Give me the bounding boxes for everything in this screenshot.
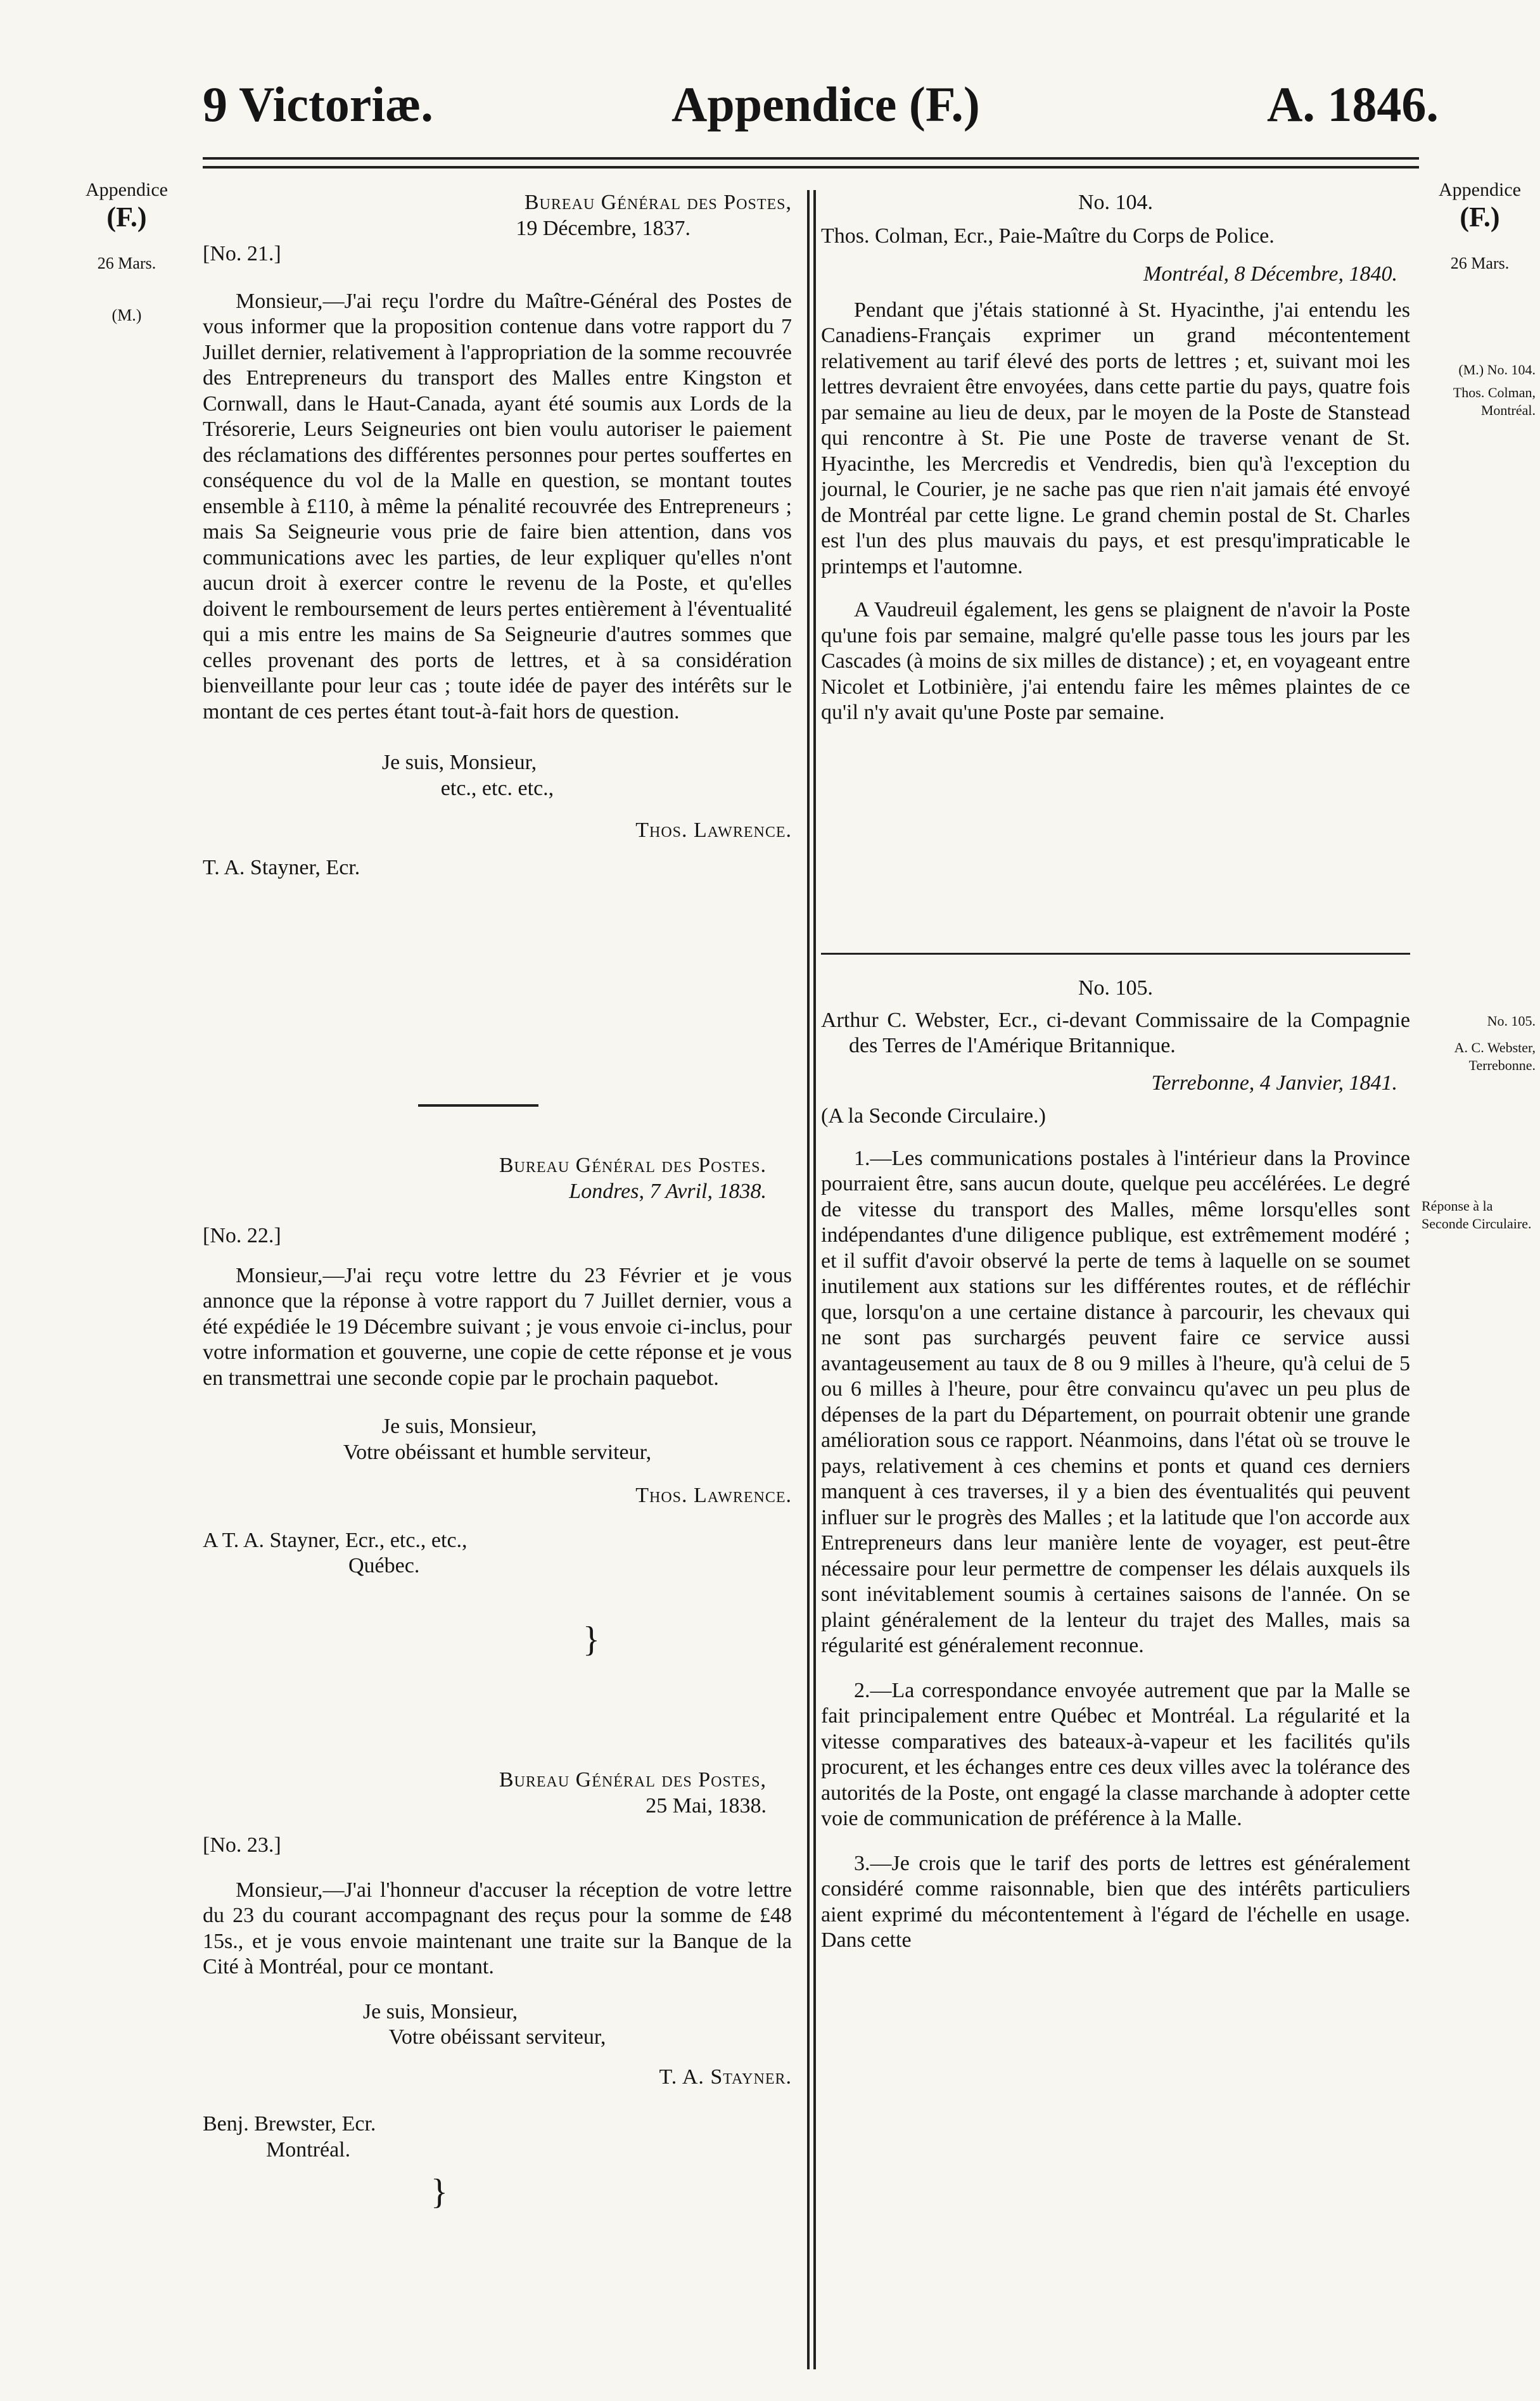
margin-right-105 [1419, 1012, 1536, 1074]
header-rule-bottom [203, 166, 1419, 169]
header-left: 9 Victoriæ. [203, 77, 433, 132]
letter3-recipient-1: Benj. Brewster, Ecr. [203, 2112, 376, 2136]
margin-left-notes [70, 179, 184, 327]
letter2-number: [No. 22.] [203, 1224, 281, 1247]
left-column-letter2 [203, 1153, 792, 1579]
doc105-from: Arthur C. Webster, Ecr., ci-devant Commissaire de la Compagnie des Terres de l'Amérique Britannique. [821, 1008, 1410, 1057]
margin-right-terrebonne: Terrebonne. [1468, 1057, 1536, 1073]
doc104-para-1: Pendant que j'étais stationné à St. Hyacinthe, j'ai entendu les Canadiens-Français exprimer un grand mécontentement relativement au tarif élevé des ports de lettres ; et, suivant moi les lettres devraient être envoyées, dans cette partie du pays, quatre fois par semaine au lieu de deux, par le moyen de la Poste de Stanstead qui rencontre à St. Pie une Poste de traverse venant de St. Hyacinthe, les Mercredis et Vendredis, bien qu'à l'exception du journal, le Courier, je ne sache pas que rien n'ait jamais été envoyé de Montréal par cette ligne. Le grand chemin postal de St. Charles est l'un des plus mauvais du pays, et est presqu'impraticable le printemps et l'automne. [821, 298, 1410, 578]
letter1-date: 19 Décembre, 1837. [516, 216, 690, 240]
doc105-date: Terrebonne, 4 Janvier, 1841. [1151, 1071, 1397, 1095]
letter3-recipient-2: Montréal. [266, 2137, 351, 2162]
letter3-number: [No. 23.] [203, 1833, 281, 1857]
margin-right-thos: Thos. Colman, [1453, 385, 1536, 400]
doc104-from: Thos. Colman, Ecr., Paie-Maître du Corps de Police. [821, 224, 1275, 248]
margin-right-f: (F.) [1460, 201, 1500, 232]
letter3-closing-1: Je suis, Monsieur, [362, 1999, 518, 2023]
letter2-closing-2: Votre obéissant et humble serviteur, [343, 1440, 652, 1464]
margin-right-reponse: Réponse à la Seconde Circulaire. [1422, 1198, 1532, 1232]
right-column [821, 190, 1410, 726]
header-center: Appendice (F.) [671, 77, 980, 132]
letter3-signature: T. A. Stayner. [659, 2065, 792, 2089]
doc104-number: No. 104. [1078, 191, 1154, 214]
letter2-date: Londres, 7 Avril, 1838. [569, 1179, 767, 1203]
margin-right-montreal: Montréal. [1480, 402, 1536, 418]
right-separator-1 [821, 953, 1410, 955]
column-divider-a [807, 190, 810, 2369]
letter3-brace: } [431, 2172, 448, 2212]
letter3-closing-2: Votre obéissant serviteur, [388, 2025, 606, 2049]
doc104-para-2: A Vaudreuil également, les gens se plaignent de n'avoir la Poste qu'une fois par semaine, malgré qu'elle passe tous les jours par les Cascades (à moins de six milles de distance) ; et, en voyageant entre Nicolet et Lotbinière, j'ai entendu faire les mêmes plaintes de ce qu'il n'y avait qu'une Poste par semaine. [821, 598, 1410, 724]
letter1-closing-2: etc., etc. etc., [440, 776, 554, 800]
doc105-number: No. 105. [1078, 976, 1154, 1000]
margin-m: (M.) [111, 306, 142, 324]
letter3-date: 25 Mai, 1838. [646, 1793, 767, 1818]
letter1-office: Bureau Général des Postes, [524, 191, 792, 214]
margin-f: (F.) [106, 201, 147, 232]
doc104-date: Montréal, 8 Décembre, 1840. [1143, 262, 1397, 286]
doc105-para-3: 3.—Je crois que le tarif des ports de lettres est généralement considéré comme raisonnable, bien que des intérêts particuliers aient exprimé du mécontentement à l'égard de l'échelle en usage. Dans cette [821, 1851, 1410, 1952]
letter2-closing-1: Je suis, Monsieur, [381, 1415, 537, 1438]
letter2-brace: } [583, 1620, 600, 1659]
doc105-para-2: 2.—La correspondance envoyée autrement que par la Malle se fait principalement entre Québec et Montréal. La régularité et la vitesse comparatives des bateaux-à-vapeur et les facilités qu'ils procurent, et les échanges entre ces deux villes avec la tolérance des autorités de la Poste, ont engagé la classe marchande à adopter cette voie de communication de préférence à la Malle. [821, 1678, 1410, 1830]
margin-right-notes [1424, 179, 1536, 275]
letter1-body: Monsieur,—J'ai reçu l'ordre du Maître-Général des Postes de vous informer que la proposition contenue dans votre rapport du 7 Juillet dernier, relativement à l'appropriation de la somme recouvrée des Entrepreneurs du transport des Malles entre Kingston et Cornwall, dans le Haut-Canada, ayant été soumis aux Lords de la Trésorerie, Leurs Seigneuries ont bien voulu autoriser le paiement des réclamations des différentes personnes pour pertes souffertes en conséquence du vol de la Malle en question, se montant toutes ensemble à £110, à même la pénalité recouvrée des Entrepreneurs ; mais Sa Seigneurie vous prie de faire bien attention, dans vos communications avec les parties, de leur expliquer qu'elles n'ont aucun droit à exercer contre le revenu de la Poste, et qu'elles doivent le remboursement de leurs pertes entièrement à l'éventualité qui a mis entre les mains de Sa Seigneurie d'autres sommes que celles provenant des ports de lettres, et à sa considération bienveillante pour leur cas ; toute idée de payer des intérêts sur le montant de ces pertes étant tout-à-fait hors de question. [203, 289, 792, 723]
margin-right-date: 26 Mars. [1450, 254, 1510, 272]
letter3-body: Monsieur,—J'ai l'honneur d'accuser la réception de votre lettre du 23 du courant accompagnant des reçus pour la somme de £48 15s., et je vous envoie maintenant une traite sur la Banque de la Cité à Montréal, pour ce montant. [203, 1878, 792, 1978]
letter2-signature: Thos. Lawrence. [635, 1484, 792, 1507]
letter1-number: [No. 21.] [203, 242, 281, 265]
letter1-closing-1: Je suis, Monsieur, [381, 751, 537, 774]
letter2-recipient-2: Québec. [348, 1554, 420, 1577]
doc105-para-1: 1.—Les communications postales à l'intérieur dans la Province pourraient être, sans aucun doute, quelque peu accélérées. Le degré de vitesse du transport des Malles, même lorsqu'elles sont indépendantes d'une diligence publique, est extrêmement modéré ; et il suffit d'avoir observé la perte de tems à laquelle on se soumet inutilement aux stations sur les différentes routes, et de réfléchir que, lorsqu'on a une certaine distance à parcourir, les chevaux qui ne sont pas surchargés peuvent faire ce service aussi avantageusement au taux de 8 ou 9 milles à l'heure, qu'à celui de 5 ou 6 milles à l'heure, pour être convaincu qu'avec un peu plus de dépenses de la part du Département, on pourrait obtenir une grande amélioration sous ce rapport. Néanmoins, dans l'état où se trouve le pays, relativement à ces chemins et ponts et quand ces derniers manquent à ces traverses, il y a bien des éventualités qui peuvent influer sur le progrès des Malles ; et la latitude que l'on accorde aux Entrepreneurs dans leur manière lente de voyager, est peut-être nécessaire pour leur permettre de compenser les délais auxquels ils sont inévitablement soumis à certaines saisons de l'année. On se plaint généralement de la lenteur du trajet des Malles, mais sa régularité est généralement reconnue. [821, 1146, 1410, 1657]
margin-right-m-no: (M.) No. 104. [1458, 362, 1536, 378]
right-column-105 [821, 969, 1410, 1954]
margin-date: 26 Mars. [97, 254, 156, 272]
margin-right-acw: A. C. Webster, [1454, 1040, 1536, 1055]
column-divider-b [813, 190, 816, 2369]
margin-right-104 [1419, 361, 1536, 419]
letter3-office: Bureau Général des Postes, [499, 1768, 767, 1792]
left-separator-1 [418, 1104, 538, 1107]
left-column-letter3 [203, 1767, 792, 2163]
letter2-office: Bureau Général des Postes. [499, 1154, 767, 1177]
letter2-body: Monsieur,—J'ai reçu votre lettre du 23 Février et je vous annonce que la réponse à votre rapport du 7 Juillet dernier, vous a été expédiée le 19 Décembre suivant ; je vous envoie ci-inclus, pour votre information et gouverne, une copie de cette réponse et je vous en transmettrai une seconde copie par le prochain paquebot. [203, 1263, 792, 1390]
margin-right-no105: No. 105. [1487, 1013, 1536, 1029]
letter2-recipient-1: A T. A. Stayner, Ecr., etc., etc., [203, 1528, 468, 1552]
margin-appendice: Appendice [86, 179, 168, 200]
left-column [203, 190, 792, 881]
header-right: A. 1846. [1267, 77, 1439, 132]
letter1-recipient: T. A. Stayner, Ecr. [203, 855, 360, 879]
header-rule-top [203, 157, 1419, 160]
doc105-subtitle: (A la Seconde Circulaire.) [821, 1104, 1046, 1128]
letter1-signature: Thos. Lawrence. [635, 818, 792, 842]
margin-right-appendice: Appendice [1439, 179, 1521, 200]
